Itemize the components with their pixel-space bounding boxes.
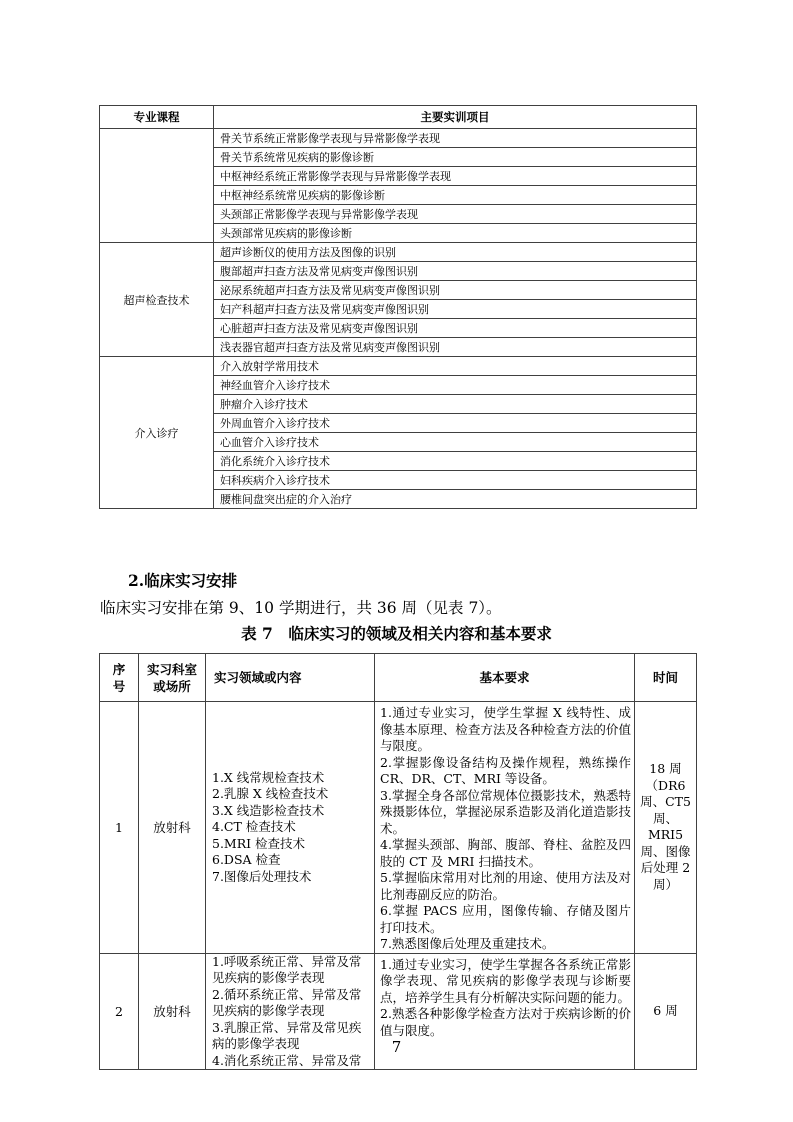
- column-header-department: 实习科室或场所: [139, 654, 206, 702]
- internship-content-cell: [206, 702, 375, 954]
- requirement-item: 1.通过专业实习，使学生掌握各各系统正常影像学表现、常见疾病的影像学表现与诊断要点，培养学生具有分析解决实际问题的能力。: [380, 956, 631, 1005]
- training-item-cell: 肿瘤介入诊疗技术: [214, 395, 697, 414]
- requirement-item: 7.熟悉图像后处理及重建技术。: [380, 936, 555, 951]
- content-item: 7.图像后处理技术: [212, 868, 312, 884]
- training-item-cell: 超声诊断仪的使用方法及图像的识别: [214, 243, 697, 262]
- training-projects-table: [99, 105, 697, 509]
- table-row: [100, 243, 697, 262]
- course-name-cell: 超声检查技术: [100, 243, 214, 357]
- column-header-content: 实习领域或内容: [206, 654, 375, 702]
- table-header-row: [100, 654, 697, 702]
- training-item-cell: 头颈部正常影像学表现与异常影像学表现: [214, 205, 697, 224]
- column-header-requirements: 基本要求: [375, 654, 635, 702]
- requirement-item: 6.掌握 PACS 应用，图像传输、存储及图片打印技术。: [380, 903, 631, 935]
- content-item: 5.MRI 检查技术: [212, 835, 306, 851]
- table7-title: 表 7 临床实习的领域及相关内容和基本要求: [241, 624, 552, 643]
- row-number-cell: 2: [100, 953, 139, 1070]
- requirement-item: 5.掌握临床常用对比剂的用途、使用方法及对比剂毒副反应的防治。: [380, 870, 631, 902]
- content-item: 2.乳腺 X 线检查技术: [212, 786, 329, 801]
- training-item-cell: 妇科疾病介入诊疗技术: [214, 471, 697, 490]
- course-name-cell: 介入诊疗: [100, 357, 214, 509]
- department-cell: 放射科: [139, 953, 206, 1070]
- content-item: 3.X 线造影检查技术: [212, 802, 325, 818]
- content-item: 4.消化系统正常、异常及常: [212, 1052, 362, 1068]
- training-item-cell: 泌尿系统超声扫查方法及常见病变声像图识别: [214, 281, 697, 300]
- page-number: 7: [391, 1038, 402, 1056]
- requirement-item: 4.掌握头颈部、胸部、腹部、脊柱、盆腔及四肢的 CT 及 MRI 扫描技术。: [380, 837, 631, 869]
- training-item-cell: 骨关节系统常见疾病的影像诊断: [214, 148, 697, 167]
- internship-table: [99, 653, 697, 1070]
- training-item-cell: 神经血管介入诊疗技术: [214, 376, 697, 395]
- course-name-cell: [100, 129, 214, 243]
- content-item: 3.乳腺正常、异常及常见疾病的影像学表现: [212, 1019, 362, 1051]
- content-item: 1.呼吸系统正常、异常及常见疾病的影像学表现: [212, 953, 362, 985]
- time-cell: 18 周（DR6 周、CT5 周、MRI5 周、图像后处理 2 周）: [635, 702, 697, 954]
- requirement-item: 2.掌握影像设备结构及操作规程，熟练操作 CR、DR、CT、MRI 等设备。: [380, 754, 631, 786]
- training-item-cell: 中枢神经系统正常影像学表现与异常影像学表现: [214, 167, 697, 186]
- requirements-cell: [375, 702, 635, 954]
- section-paragraph: 临床实习安排在第 9、10 学期进行，共 36 周（见表 7）。: [100, 599, 502, 617]
- training-item-cell: 外周血管介入诊疗技术: [214, 414, 697, 433]
- training-item-cell: 头颈部常见疾病的影像诊断: [214, 224, 697, 243]
- training-item-cell: 心脏超声扫查方法及常见病变声像图识别: [214, 319, 697, 338]
- department-cell: 放射科: [139, 702, 206, 954]
- content-item: 4.CT 检查技术: [212, 819, 296, 834]
- requirement-item: 3.掌握全身各部位常规体位摄影技术，熟悉特殊摄影体位，掌握泌尿系造影及消化道造影技术。: [380, 787, 631, 836]
- training-item-cell: 腰椎间盘突出症的介入治疗: [214, 490, 697, 509]
- training-item-cell: 心血管介入诊疗技术: [214, 433, 697, 452]
- column-header-time: 时间: [635, 654, 697, 702]
- training-item-cell: 消化系统介入诊疗技术: [214, 452, 697, 471]
- table-row: [100, 129, 697, 148]
- training-item-cell: 中枢神经系统常见疾病的影像诊断: [214, 186, 697, 205]
- training-item-cell: 腹部超声扫查方法及常见病变声像图识别: [214, 262, 697, 281]
- content-item: 6.DSA 检查: [212, 852, 281, 867]
- row-number-cell: 1: [100, 702, 139, 954]
- training-item-cell: 妇产科超声扫查方法及常见病变声像图识别: [214, 300, 697, 319]
- requirement-item: 1.通过专业实习，使学生掌握 X 线特性、成像基本原理、检查方法及各种检查方法的价值与限度。: [380, 705, 631, 753]
- table-row: [100, 357, 697, 376]
- training-item-cell: 介入放射学常用技术: [214, 357, 697, 376]
- training-item-cell: 浅表器官超声扫查方法及常见病变声像图识别: [214, 338, 697, 357]
- column-header-course: 专业课程: [100, 106, 214, 129]
- column-header-projects: 主要实训项目: [214, 106, 697, 129]
- column-header-number: 序号: [100, 654, 139, 702]
- time-cell: 6 周: [635, 953, 697, 1070]
- training-item-cell: 骨关节系统正常影像学表现与异常影像学表现: [214, 129, 697, 148]
- internship-row: [100, 702, 697, 954]
- requirement-item: 2.熟悉各种影像学检查方法对于疾病诊断的价值与限度。: [380, 1006, 631, 1038]
- content-item: 1.X 线常规检查技术: [212, 769, 325, 785]
- content-item: 2.循环系统正常、异常及常见疾病的影像学表现: [212, 986, 362, 1018]
- section-heading: 2.临床实习安排: [128, 571, 238, 590]
- table-header-row: [100, 106, 697, 129]
